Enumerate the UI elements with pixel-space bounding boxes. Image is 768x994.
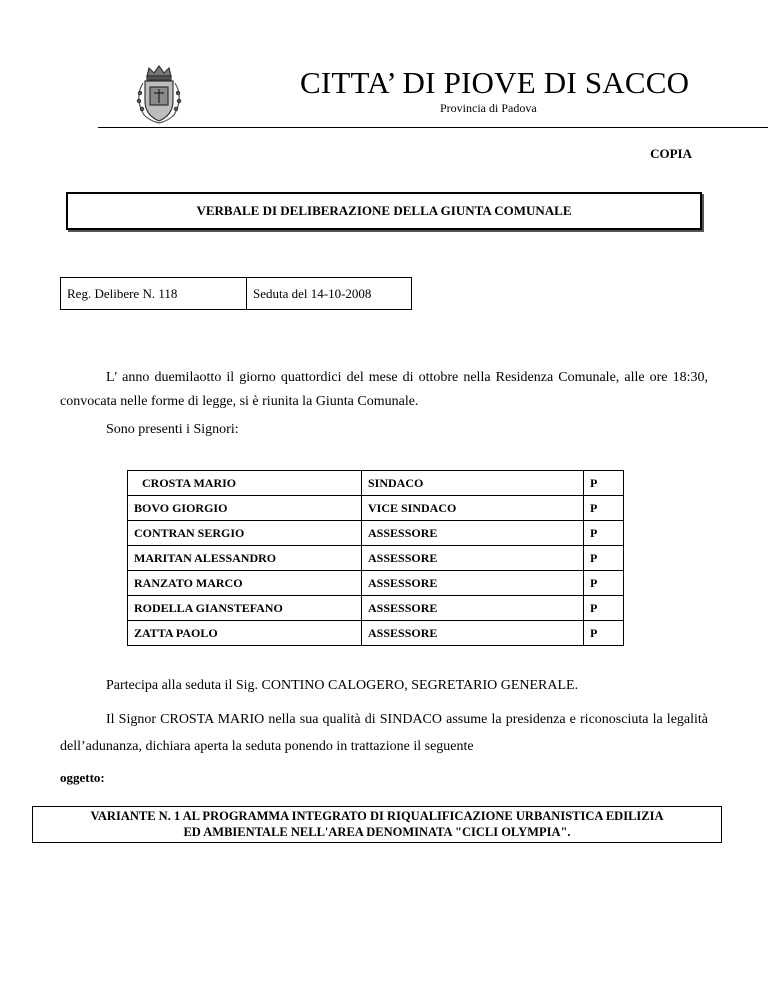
oggetto-label: oggetto: bbox=[60, 770, 105, 785]
member-name: CONTRAN SERGIO bbox=[128, 521, 362, 546]
member-name: RODELLA GIANSTEFANO bbox=[128, 596, 362, 621]
member-name: ZATTA PAOLO bbox=[128, 621, 362, 646]
oggetto-line: ED AMBIENTALE NELL'AREA DENOMINATA "CICLI OLYMPIA". bbox=[183, 825, 571, 839]
table-row bbox=[128, 546, 624, 571]
member-name: MARITAN ALESSANDRO bbox=[128, 546, 362, 571]
table-row bbox=[128, 621, 624, 646]
table-row bbox=[128, 471, 624, 496]
member-name: RANZATO MARCO bbox=[128, 571, 362, 596]
presidency-paragraph: Il Signor CROSTA MARIO nella sua qualità di SINDACO assume la presidenza e riconosciuta la legalità dell’adunanza, dichiara aperta la seduta ponendo in trattazione il seguente bbox=[60, 712, 708, 754]
member-name: CROSTA MARIO bbox=[128, 471, 362, 496]
presenti-label: Sono presenti i Signori: bbox=[106, 422, 239, 437]
verbale-title: VERBALE DI DELIBERAZIONE DELLA GIUNTA COMUNALE bbox=[196, 203, 572, 218]
header-divider bbox=[98, 127, 768, 128]
table-row bbox=[128, 596, 624, 621]
oggetto-box bbox=[32, 806, 722, 843]
verbale-title-box bbox=[66, 192, 702, 230]
intro-paragraph: L' anno duemilaotto il giorno quattordici del mese di ottobre nella Residenza Comunale, alle ore 18:30, convocata nelle forme di legge, si è riunita la Giunta Comunale. bbox=[60, 370, 708, 409]
member-presence: P bbox=[584, 596, 624, 621]
table-row bbox=[128, 521, 624, 546]
member-presence: P bbox=[584, 521, 624, 546]
city-title: CITTA’ DI PIOVE DI SACCO bbox=[300, 65, 690, 100]
member-role: ASSESSORE bbox=[362, 571, 584, 596]
registry-table bbox=[60, 277, 412, 310]
member-presence: P bbox=[584, 621, 624, 646]
partecipa-paragraph: Partecipa alla seduta il Sig. CONTINO CALOGERO, SEGRETARIO GENERALE. bbox=[106, 678, 579, 693]
copy-label: COPIA bbox=[650, 146, 692, 161]
member-presence: P bbox=[584, 471, 624, 496]
oggetto-line: VARIANTE N. 1 AL PROGRAMMA INTEGRATO DI RIQUALIFICAZIONE URBANISTICA EDILIZIA bbox=[90, 809, 664, 823]
member-role: ASSESSORE bbox=[362, 521, 584, 546]
table-row bbox=[128, 571, 624, 596]
member-name: BOVO GIORGIO bbox=[128, 496, 362, 521]
member-presence: P bbox=[584, 546, 624, 571]
table-row bbox=[128, 496, 624, 521]
session-date: Seduta del 14-10-2008 bbox=[247, 278, 412, 310]
member-role: SINDACO bbox=[362, 471, 584, 496]
attendance-table bbox=[127, 470, 624, 646]
province-label: Provincia di Padova bbox=[440, 101, 537, 115]
member-role: ASSESSORE bbox=[362, 621, 584, 646]
municipal-crest-icon bbox=[132, 63, 186, 125]
member-presence: P bbox=[584, 496, 624, 521]
member-presence: P bbox=[584, 571, 624, 596]
member-role: VICE SINDACO bbox=[362, 496, 584, 521]
member-role: ASSESSORE bbox=[362, 546, 584, 571]
member-role: ASSESSORE bbox=[362, 596, 584, 621]
registry-number: Reg. Delibere N. 118 bbox=[61, 278, 247, 310]
